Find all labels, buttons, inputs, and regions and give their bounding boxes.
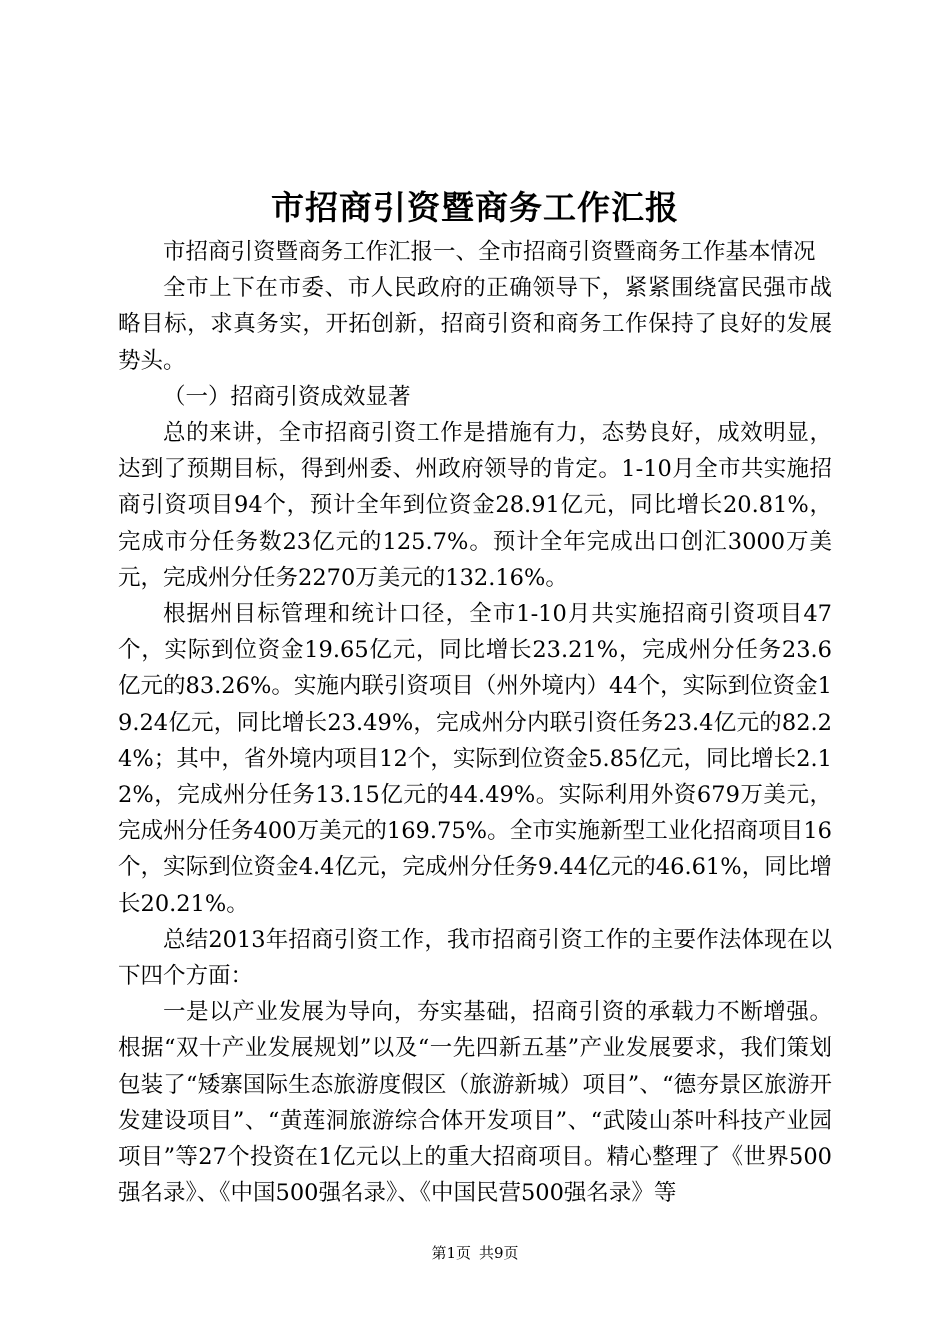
document-title: 市招商引资暨商务工作汇报 bbox=[271, 188, 679, 227]
paragraph-statistics: 根据州目标管理和统计口径，全市1-10月共实施招商引资项目47个，实际到位资金19.65亿元，同比增长23.21%，完成州分任务23.6亿元的83.26%。实施内联引资项目（州外境内）44个，实际到位资金19.24亿元，同比增长23.49%，完成州分内联引资任务23.4亿元的82.24%；其中，省外境内项目12个，实际到位资金5.85亿元，同比增长2.12%，完成州分任务13.15亿元的44.49%。实际利用外资679万美元，完成州分任务400万美元的169.75%。全市实施新型工业化招商项目16个，实际到位资金4.4亿元，完成州分任务9.44亿元的46.61%，同比增长20.21%。 bbox=[118, 601, 832, 917]
page-footer bbox=[0, 1243, 950, 1263]
paragraph-method-one: 一是以产业发展为导向，夯实基础，招商引资的承载力不断增强。根据“双十产业发展规划”以及“一先四新五基”产业发展要求，我们策划包装了“矮寨国际生态旅游度假区（旅游新城）项目”、“德夯景区旅游开发建设项目”、“黄莲洞旅游综合体开发项目”、“武陵山茶叶科技产业园项目”等27个投资在1亿元以上的重大招商项目。精心整理了《世界500强名录》、《中国500强名录》、《中国民营500强名录》等 bbox=[118, 999, 832, 1207]
page-total: 共9页 bbox=[479, 1244, 519, 1262]
document-body bbox=[118, 234, 832, 1211]
paragraph-methods-intro: 总结2013年招商引资工作，我市招商引资工作的主要作法体现在以下四个方面： bbox=[118, 926, 832, 990]
page-number: 第1页 bbox=[431, 1244, 471, 1262]
paragraph-overview: 全市上下在市委、市人民政府的正确领导下，紧紧围绕富民强市战略目标，求真务实，开拓创新，招商引资和商务工作保持了良好的发展势头。 bbox=[118, 275, 832, 374]
section-heading: （一）招商引资成效显著 bbox=[163, 383, 411, 410]
paragraph-summary: 总的来讲，全市招商引资工作是措施有力，态势良好，成效明显，达到了预期目标，得到州委、州政府领导的肯定。1-10月全市共实施招商引资项目94个，预计全年到位资金28.91亿元，同比增长20.81%，完成市分任务数23亿元的125.7%。预计全年完成出口创汇3000万美元，完成州分任务2270万美元的132.16%。 bbox=[118, 420, 832, 591]
paragraph-intro: 市招商引资暨商务工作汇报一、全市招商引资暨商务工作基本情况 bbox=[163, 239, 816, 265]
